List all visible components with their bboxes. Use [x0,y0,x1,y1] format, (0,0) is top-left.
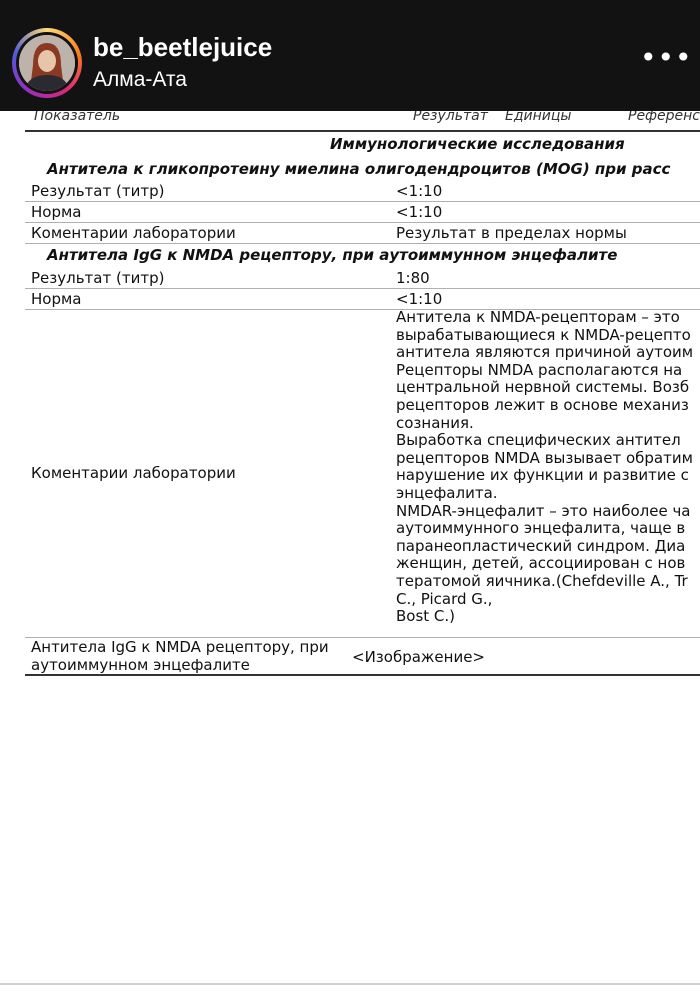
column-header-indicator: Показатель [34,111,121,124]
section-title: Иммунологические исследования [330,135,625,153]
comment-line: антитела являются причиной аутоим [396,343,694,362]
comment-line: NMDAR-энцефалит – это наиболее ча [396,501,691,520]
more-dots-icon[interactable]: ••• [640,41,693,74]
mog-comment-value: Результат в пределах нормы [396,224,627,242]
comment-line: вырабатывающиеся к NMDA-рецепто [396,325,691,344]
username[interactable]: be_beetlejuice [93,32,273,62]
nmda-norm-value: <1:10 [396,290,443,308]
comment-line: тератомой яичника.(Chefdeville A., Tr [396,571,688,590]
column-header-reference: Референс [628,111,700,124]
comment-line: Bost C.) [396,607,456,626]
avatar-icon [19,35,75,91]
lab-report-document [0,111,700,985]
comment-line: рецепторов лежит в основе механиз [396,395,689,414]
comment-line: аутоиммунного энцефалита, чаще в [396,519,686,538]
comment-line: рецепторов NMDA вызывает обратим [396,448,693,467]
comment-line: Антитела к NMDA-рецепторам – это [396,308,680,326]
avatar-frame [16,32,78,94]
header-divider [25,130,700,132]
mog-result-value: <1:10 [396,182,443,200]
nmda-result-value: 1:80 [396,269,430,287]
nmda-norm-label: Норма [31,290,82,308]
nmda-image-label-line1: Антитела IgG к NMDA рецептору, при [31,638,329,656]
comment-line: паранеопластический синдром. Диа [396,536,686,555]
mog-norm-label: Норма [31,203,82,221]
comment-line: центральной нервной системы. Возб [396,378,690,397]
nmda-image-placeholder: <Изображение> [352,648,486,666]
nmda-comment-text [396,309,693,626]
comment-line: женщин, детей, ассоциирован с нов [396,554,686,573]
comment-line: Рецепторы NMDA располагаются на [396,360,683,379]
mog-test-title: Антитела к гликопротеину миелина олигодендроцитов (MOG) при расс [47,160,671,178]
comment-line: нарушение их функции и развитие с [396,466,689,485]
location[interactable]: Алма-Ата [93,68,187,91]
comment-line: энцефалита. [396,483,498,502]
avatar[interactable] [19,35,75,91]
mog-norm-value: <1:10 [396,203,443,221]
nmda-image-label-line2: аутоиммунном энцефалите [31,656,250,674]
nmda-comment-label: Коментарии лаборатории [31,464,236,482]
comment-line: сознания. [396,413,474,432]
nmda-result-label: Результат (титр) [31,269,165,287]
mog-result-label: Результат (титр) [31,182,165,200]
row-divider [25,243,700,244]
nmda-test-title: Антитела IgG к NMDA рецептору, при аутоиммунном энцефалите [47,246,618,264]
comment-line: C., Picard G., [396,589,493,608]
column-header-result: Результат [413,111,488,124]
mog-comment-label: Коментарии лаборатории [31,224,236,242]
row-divider [25,201,700,202]
row-divider [25,222,700,223]
profile-header [0,0,700,111]
comment-line: Выработка специфических антител [396,431,681,450]
story-ring[interactable] [12,28,82,98]
column-header-units: Единицы [505,111,572,124]
table-bottom-border [25,674,700,676]
row-divider [25,288,700,289]
